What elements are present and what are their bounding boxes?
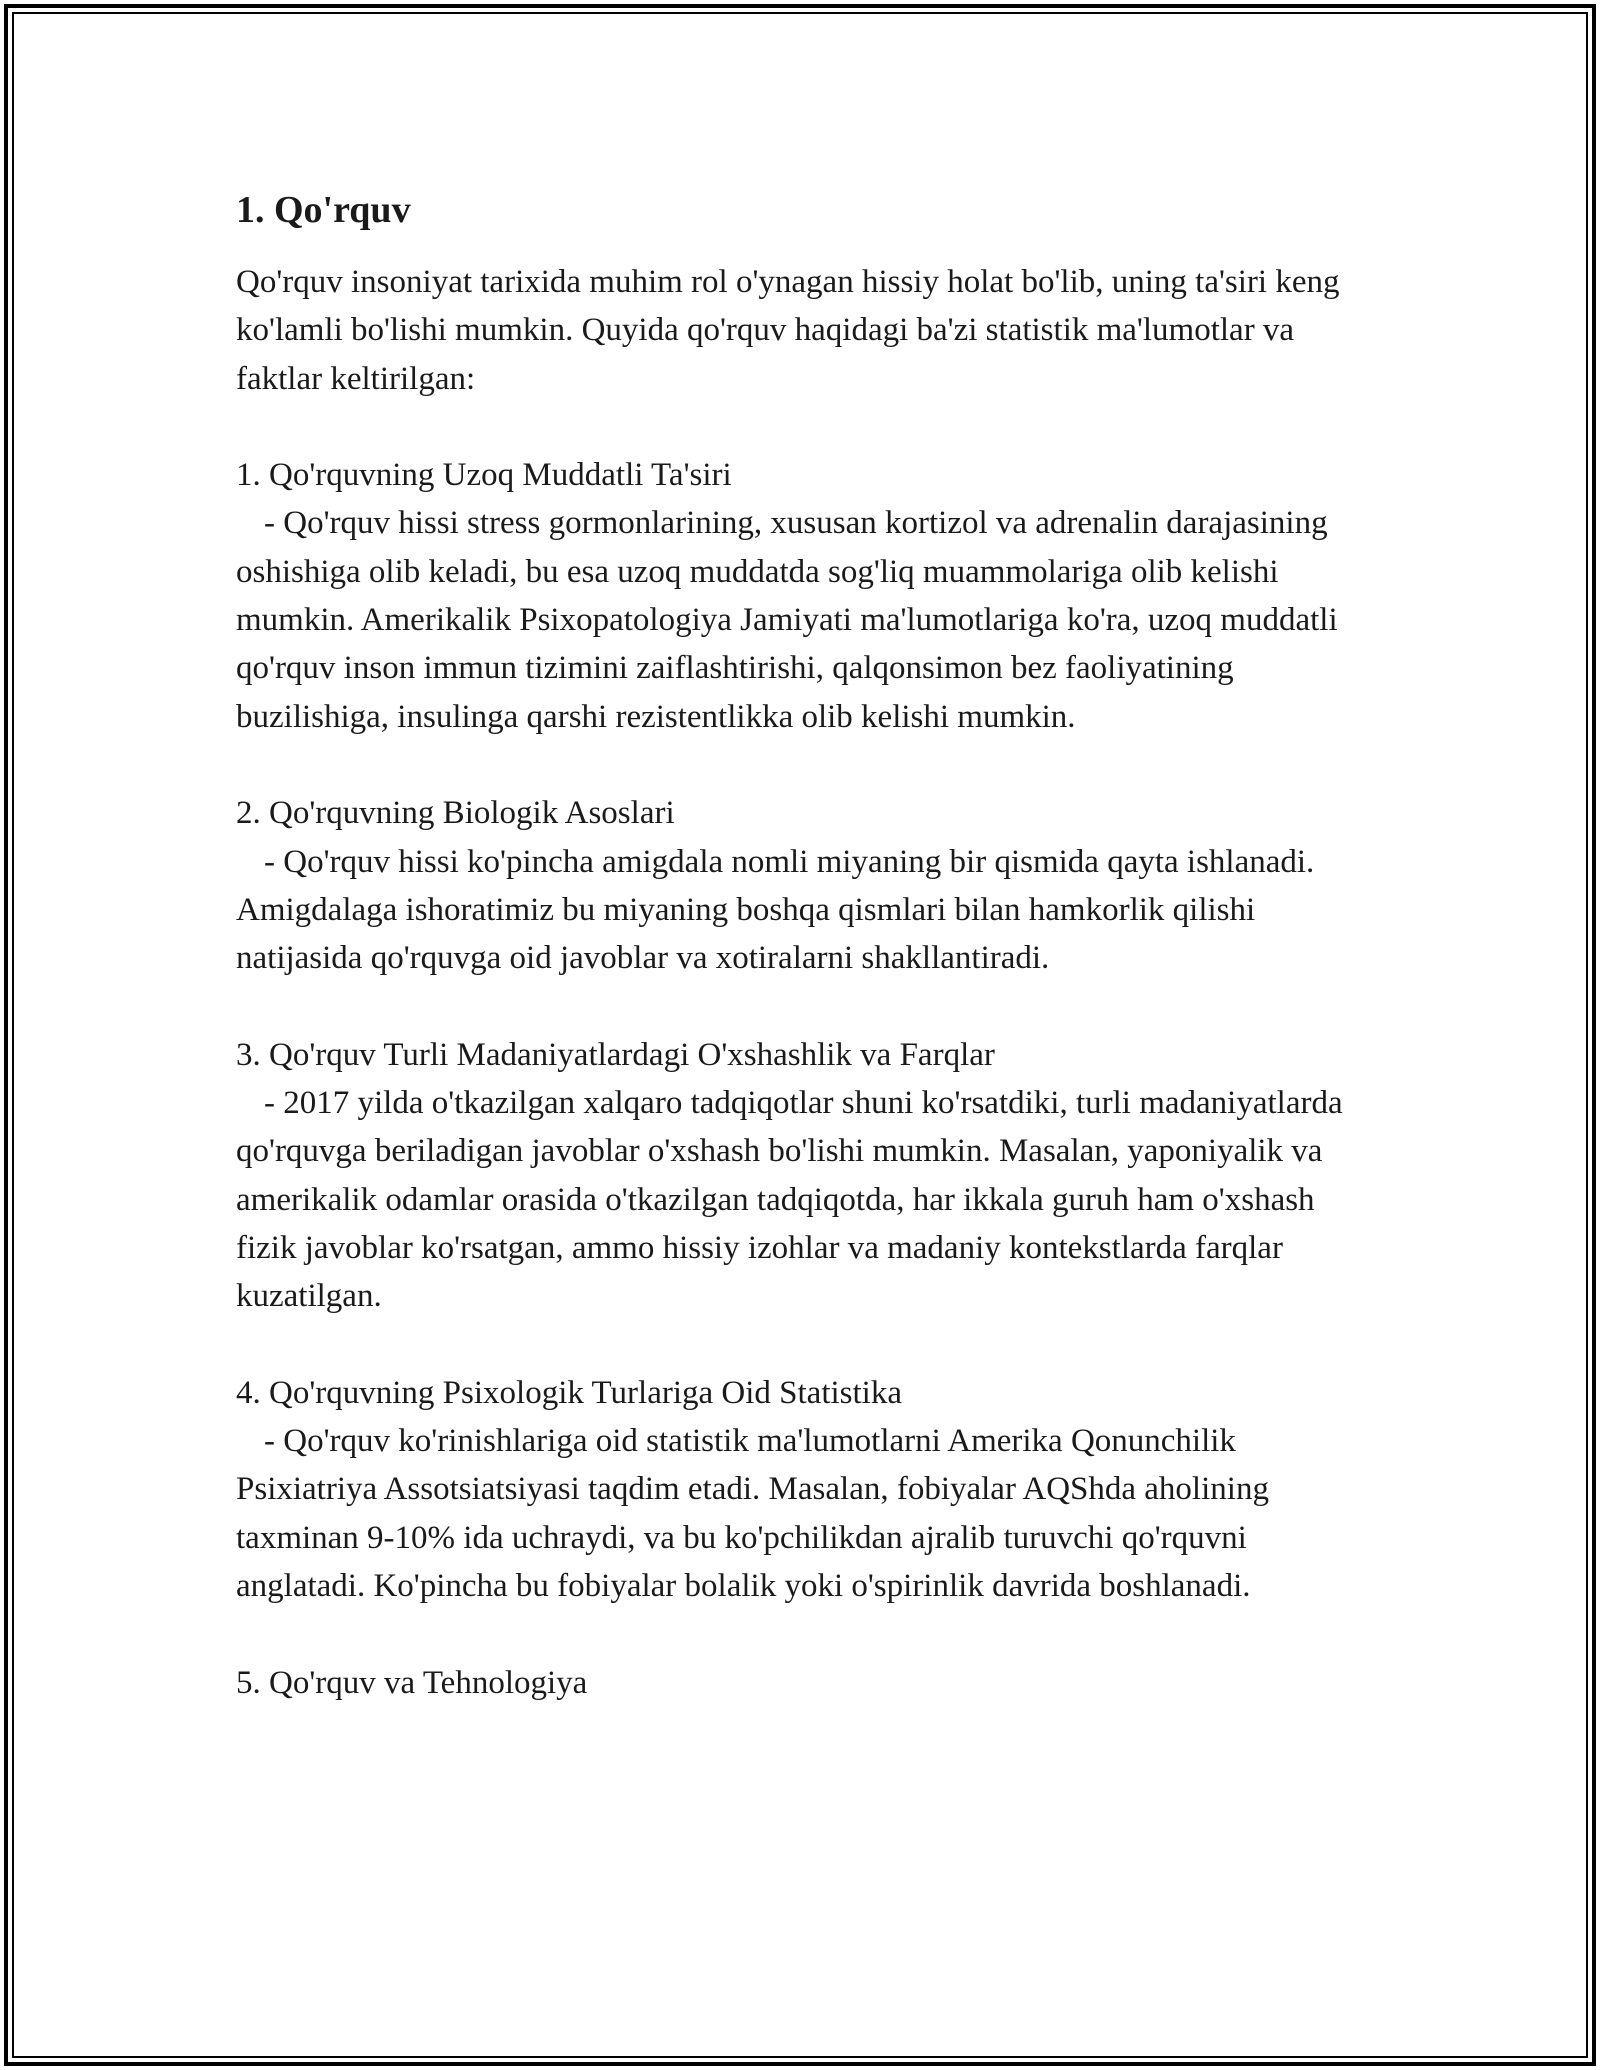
section-2 <box>236 789 1376 982</box>
document-title: 1. Qo'rquv <box>236 189 411 231</box>
section-4 <box>236 1369 1376 1610</box>
section-body: - Qo'rquv hissi ko'pincha amigdala nomli miyaning bir qismida qayta ishlanadi. Amigdalaga ishoratimiz bu miyaning boshqa qismlari bilan hamkorlik qilishi natijasida qo'rquvga oid javoblar va xotiralarni shakllantiradi. <box>236 843 1315 977</box>
section-body: - 2017 yilda o'tkazilgan xalqaro tadqiqotlar shuni ko'rsatdiki, turli madaniyatlarda qo'rquvga beriladigan javoblar o'xshash bo'lishi mumkin. Masalan, yaponiyalik va amerikalik odamlar orasida o'tkazilgan tadqiqotda, har ikkala guruh ham o'xshash fizik javoblar ko'rsatgan, ammo hissiy izohlar va madaniy kontekstlarda farqlar kuzatilgan. <box>236 1085 1343 1315</box>
section-body: - Qo'rquv hissi stress gormonlarining, xususan kortizol va adrenalin darajasining oshishiga olib keladi, bu esa uzoq muddatda sog'liq muammolariga olib kelishi mumkin. Amerikalik Psixopatologiya Jamiyati ma'lumotlariga ko'ra, uzoq muddatli qo'rquv inson immun tizimini zaiflashtirishi, qalqonsimon bez faoliyatining buzilishiga, insulinga qarshi rezistentlikka olib kelishi mumkin. <box>236 505 1338 735</box>
section-body: - Qo'rquv ko'rinishlariga oid statistik ma'lumotlarni Amerika Qonunchilik Psixiatriya Assotsiatsiyasi taqdim etadi. Masalan, fobiyalar AQShda aholining taxminan 9-10% ida uchraydi, va bu ko'pchilikdan ajralib turuvchi qo'rquvni anglatadi. Ko'pincha bu fobiyalar bolalik yoki o'spirinlik davrida boshlanadi. <box>236 1423 1269 1605</box>
section-3 <box>236 1031 1376 1321</box>
document-page <box>236 186 1376 1755</box>
section-heading: 1. Qo'rquvning Uzoq Muddatli Ta'siri <box>236 457 732 494</box>
section-1 <box>236 451 1376 741</box>
section-5 <box>236 1659 1376 1707</box>
section-heading: 4. Qo'rquvning Psixologik Turlariga Oid Statistika <box>236 1374 902 1411</box>
intro-paragraph: Qo'rquv insoniyat tarixida muhim rol o'ynagan hissiy holat bo'lib, uning ta'siri keng ko'lamli bo'lishi mumkin. Quyida qo'rquv haqidagi ba'zi statistik ma'lumotlar va faktlar keltirilgan: <box>236 264 1340 397</box>
section-heading: 5. Qo'rquv va Tehnologiya <box>236 1664 588 1701</box>
section-heading: 2. Qo'rquvning Biologik Asoslari <box>236 795 675 832</box>
section-heading: 3. Qo'rquv Turli Madaniyatlardagi O'xshashlik va Farqlar <box>236 1036 995 1073</box>
